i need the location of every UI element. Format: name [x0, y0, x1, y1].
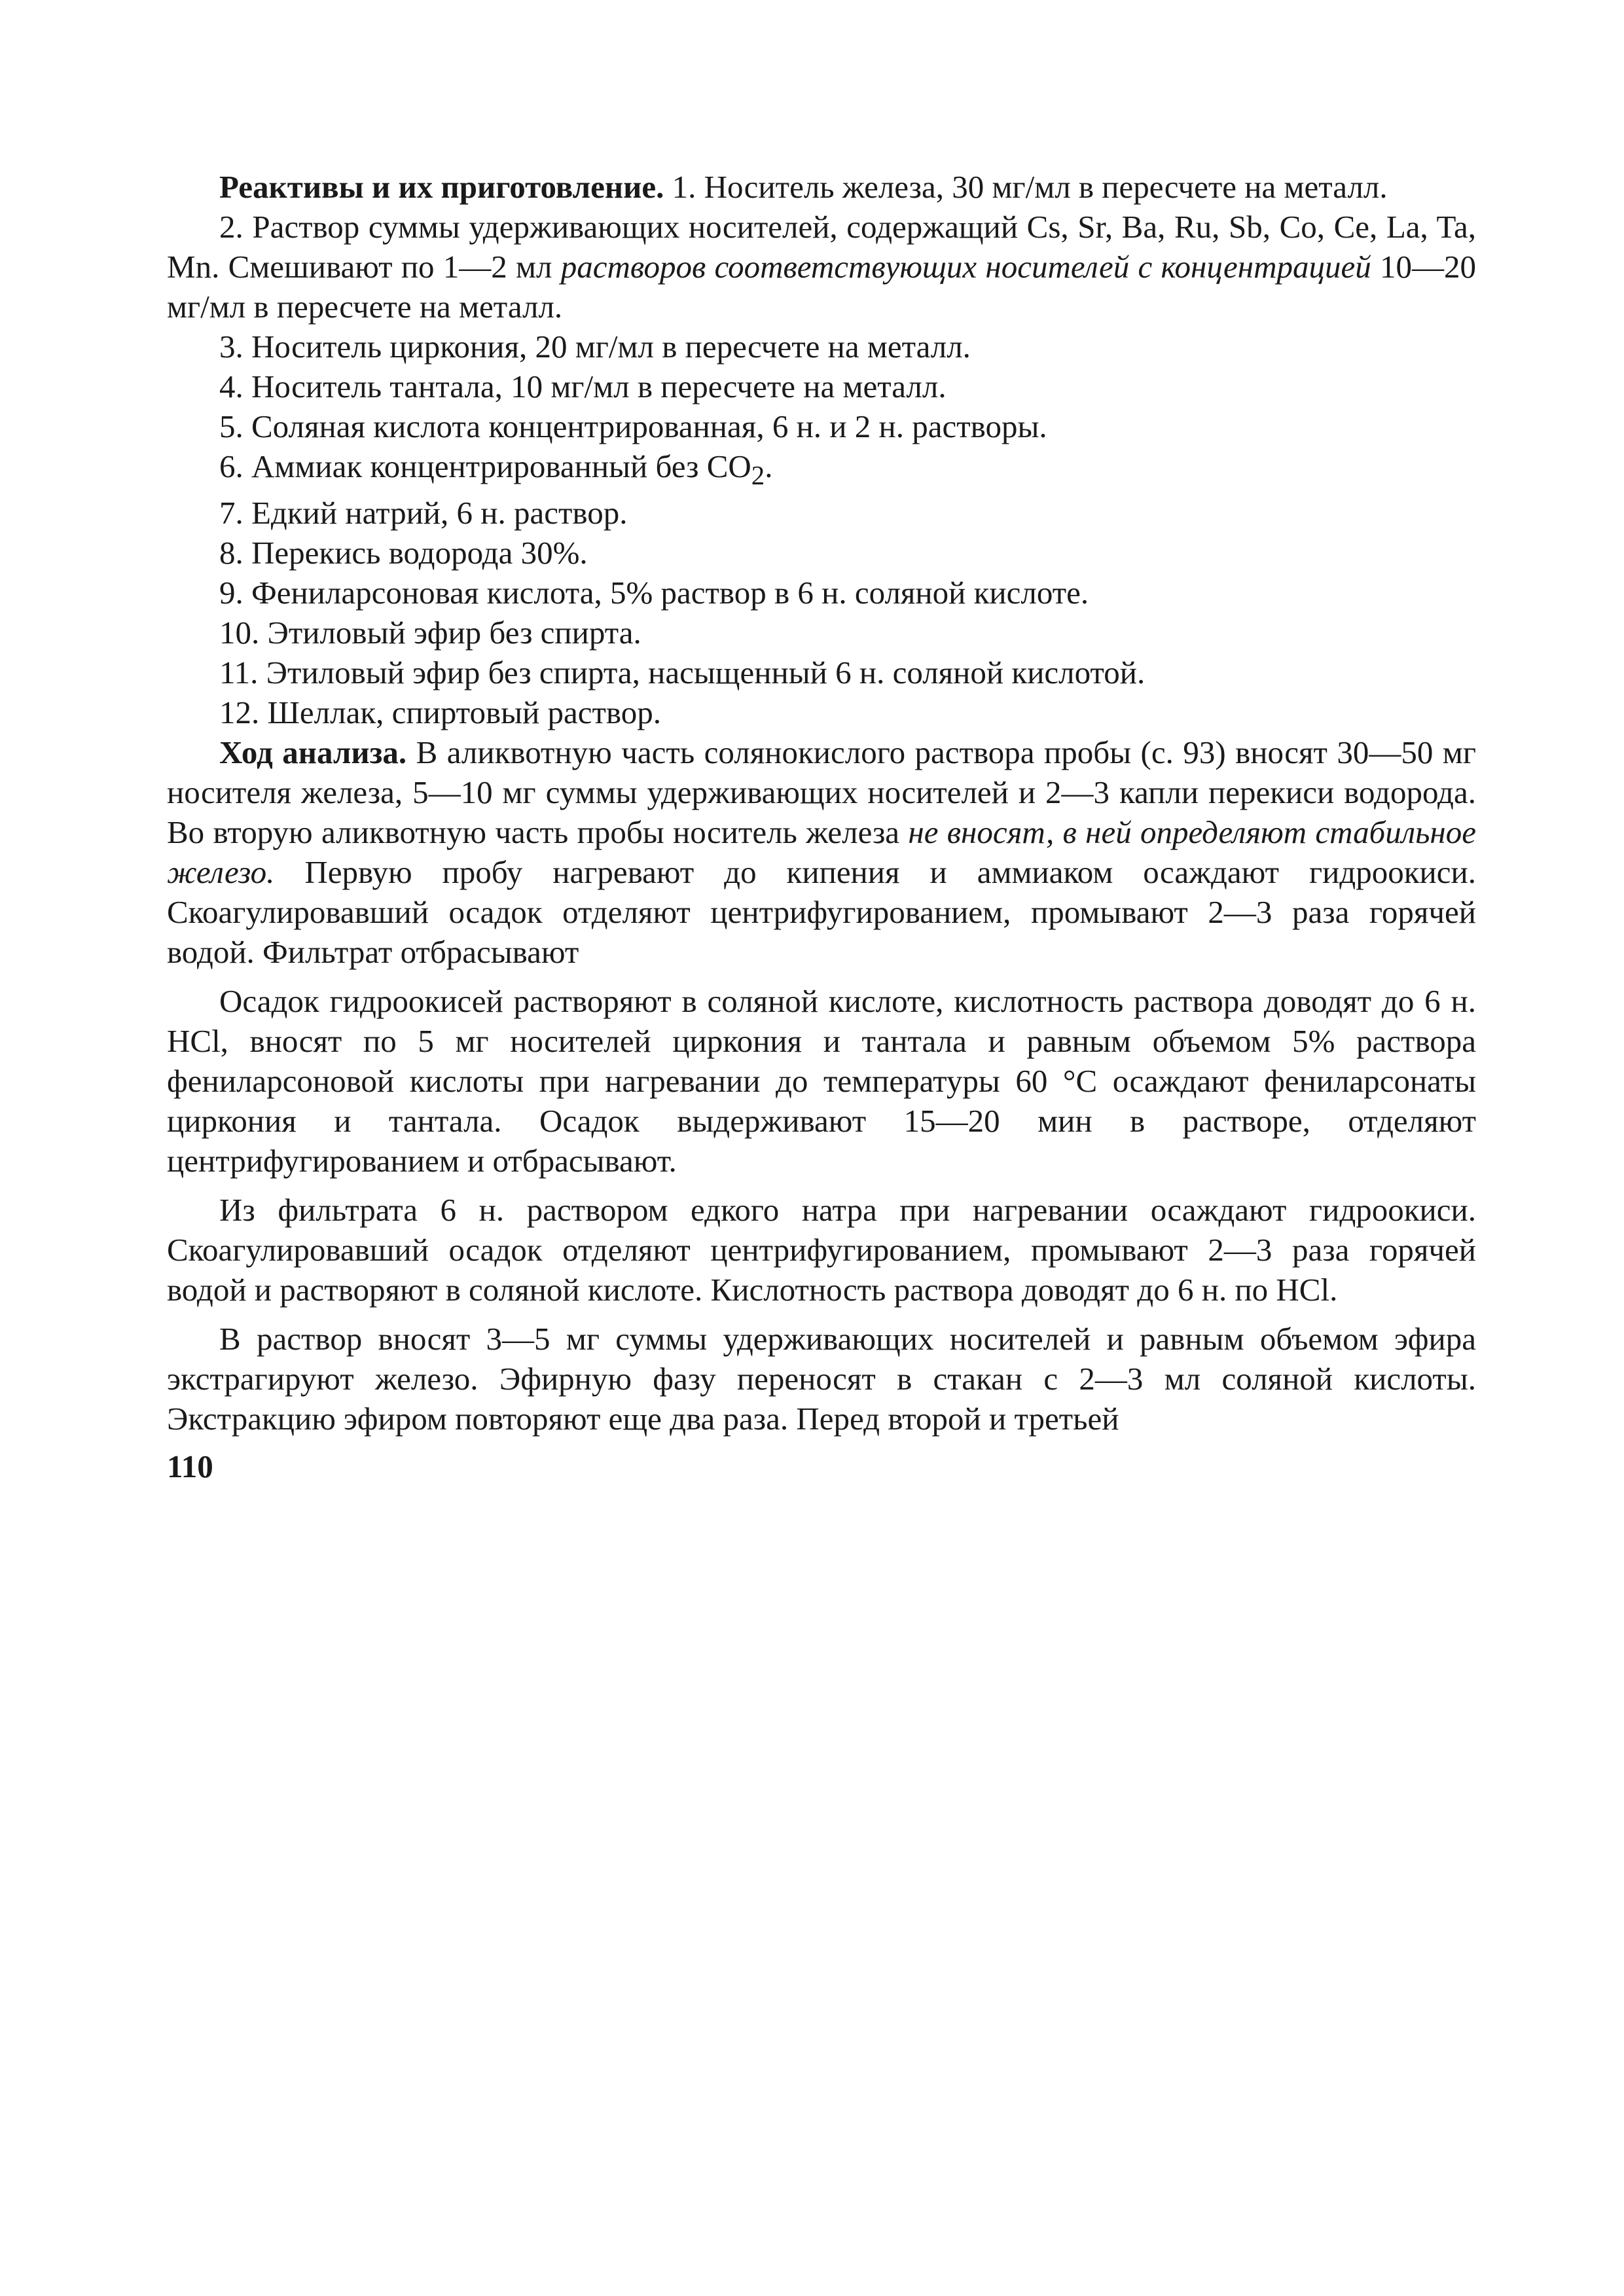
- analysis-paragraph-3: Из фильтрата 6 н. раствором едкого натра при нагревании осаждают гидроокиси. Скоагулировавший осадок отделяют центрифугированием, промывают 2—3 раза горячей водой и растворяют в соляной кислоте. Кислотность раствора доводят до 6 н. по HCl.: [167, 1191, 1476, 1308]
- reagent-item-6-subscript: 2: [751, 460, 765, 490]
- reagent-item-7: 7. Едкий натрий, 6 н. раствор.: [219, 494, 628, 531]
- reagent-item-12: 12. Шеллак, спиртовый раствор.: [219, 694, 661, 730]
- reagent-item-2-italic: растворов соответствующих носителей с концентрацией: [560, 249, 1371, 285]
- document-page: [167, 167, 1476, 1486]
- reagent-item-9: 9. Фениларсоновая кислота, 5% раствор в 6 н. соляной кислоте.: [219, 574, 1089, 611]
- analysis-text-1-italic: не вносят, в ней определяют стабильное железо.: [167, 814, 1476, 890]
- analysis-heading: Ход анализа.: [219, 734, 407, 770]
- analysis-text-1b: Первую пробу нагревают до кипения и аммиаком осаждают гидроокиси. Скоагулировавший осадок отделяют центрифугированием, промывают 2—3 раза горячей водой. Фильтрат отбрасывают: [167, 853, 1476, 970]
- reagent-item-3: 3. Носитель циркония, 20 мг/мл в пересчете на металл.: [219, 329, 971, 365]
- reagent-item-8: 8. Перекись водорода 30%.: [219, 534, 588, 571]
- reagent-item-2-tail: 10—20 мг/мл в пересчете на металл.: [167, 249, 1476, 325]
- reagent-item-10: 10. Этиловый эфир без спирта.: [219, 614, 641, 651]
- analysis-text-1a: В аликвотную часть солянокислого раствора пробы (с. 93) вносят 30—50 мг носителя железа, 5—10 мг суммы удерживающих носителей и 2—3 капли перекиси водорода. Во вторую аликвотную часть пробы носитель железа: [167, 734, 1476, 850]
- reagent-item-2-text: 2. Раствор суммы удерживающих носителей, содержащий Cs, Sr, Ba, Ru, Sb, Co, Ce, La, Ta, Mn. Смешивают по 1—2 мл: [167, 209, 1476, 285]
- analysis-paragraph-2: Осадок гидроокисей растворяют в соляной кислоте, кислотность раствора доводят до 6 н. HCl, вносят по 5 мг носителей циркония и тантала и равным объемом 5% раствора фениларсоновой кислоты при нагревании до температуры 60 °С осаждают фениларсонаты циркония и тантала. Осадок выдерживают 15—20 мин в растворе, отделяют центрифугированием и отбрасывают.: [167, 982, 1476, 1179]
- reagents-heading: Реактивы и их приготовление.: [219, 169, 664, 205]
- reagent-item-6: [167, 446, 1476, 493]
- reagent-item-6-text: 6. Аммиак концентрированный без CO: [219, 448, 751, 484]
- analysis-paragraph-1: [167, 732, 1476, 972]
- page-number: 110: [167, 1448, 213, 1484]
- reagent-item-1: 1. Носитель железа, 30 мг/мл в пересчете на металл.: [672, 169, 1388, 205]
- reagent-item-11: 11. Этиловый эфир без спирта, насыщенный 6 н. соляной кислотой.: [219, 654, 1146, 691]
- reagents-paragraph: [167, 167, 1476, 207]
- reagent-item-5: 5. Соляная кислота концентрированная, 6 н. и 2 н. растворы.: [219, 408, 1047, 444]
- analysis-paragraph-4: В раствор вносят 3—5 мг суммы удерживающих носителей и равным объемом эфира экстрагируют железо. Эфирную фазу переносят в стакан с 2—3 мл соляной кислоты. Экстракцию эфиром повторяют еще два раза. Перед второй и третьей: [167, 1320, 1476, 1437]
- reagent-item-2: [167, 207, 1476, 327]
- reagent-item-4: 4. Носитель тантала, 10 мг/мл в пересчете на металл.: [219, 368, 947, 404]
- reagent-item-6-end: .: [765, 448, 773, 484]
